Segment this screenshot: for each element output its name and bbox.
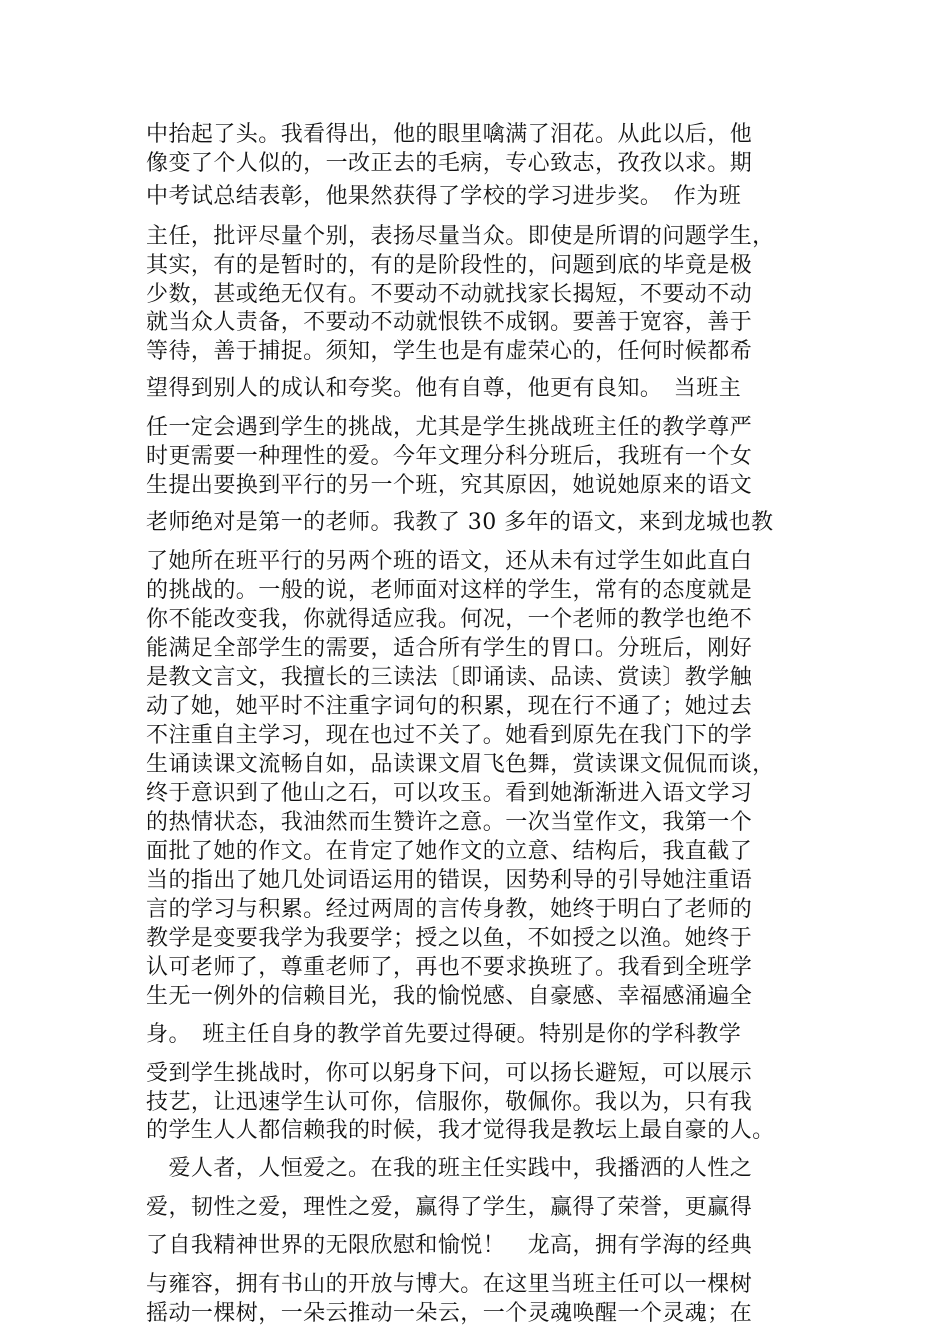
- text-line: 面批了她的作文。在肯定了她作文的立意、结构后，我直截了: [146, 839, 753, 864]
- text-line: 能满足全部学生的需要，适合所有学生的胃口。分班后，刚好: [146, 636, 753, 661]
- text-line: 中抬起了头。我看得出，他的眼里噙满了泪花。从此以后，他: [146, 122, 753, 147]
- text-line: 老师绝对是第一的老师。我教了 30 多年的语文，来到龙城也教: [146, 510, 774, 535]
- text-line: 了自我精神世界的无限欣慰和愉悦！ 龙高，拥有学海的经典: [146, 1233, 753, 1258]
- text-line: 望得到别人的成认和夸奖。他有自尊，他更有良知。 当班主: [146, 376, 742, 401]
- text-line: 的挑战的。一般的说，老师面对这样的学生，常有的态度就是: [146, 578, 753, 603]
- text-line: 了她所在班平行的另两个班的语文，还从未有过学生如此直白: [146, 549, 753, 574]
- text-line: 受到学生挑战时，你可以躬身下问，可以扬长避短，可以展示: [146, 1061, 753, 1086]
- text-line: 爱人者，人恒爱之。在我的班主任实践中，我播洒的人性之: [146, 1156, 753, 1181]
- text-line: 教学是变要我学为我要学；授之以鱼，不如授之以渔。她终于: [146, 926, 753, 951]
- text-line: 主任，批评尽量个别，表扬尽量当众。即使是所谓的问题学生，: [146, 224, 775, 249]
- text-line: 中考试总结表彰，他果然获得了学校的学习进步奖。 作为班: [146, 184, 742, 209]
- text-line: 不注重自主学习，现在也过不关了。她看到原先在我门下的学: [146, 723, 753, 748]
- text-line: 生无一例外的信赖目光，我的愉悦感、自豪感、幸福感涌遍全: [146, 984, 753, 1009]
- text-line: 言的学习与积累。经过两周的言传身教，她终于明白了老师的: [146, 897, 753, 922]
- text-line: 你不能改变我，你就得适应我。何况，一个老师的教学也绝不: [146, 607, 753, 632]
- text-line: 像变了个人似的，一改正去的毛病，专心致志，孜孜以求。期: [146, 151, 753, 176]
- text-line: 技艺，让迅速学生认可你，信服你，敬佩你。我以为，只有我: [146, 1090, 753, 1115]
- text-line: 摇动一棵树，一朵云推动一朵云，一个灵魂唤醒一个灵魂；在: [146, 1301, 753, 1326]
- text-line: 等待，善于捕捉。须知，学生也是有虚荣心的，任何时候都希: [146, 339, 753, 364]
- text-line: 其实，有的是暂时的，有的是阶段性的，问题到底的毕竟是极: [146, 253, 753, 278]
- text-line: 当的指出了她几处词语运用的错误，因势利导的引导她注重语: [146, 868, 753, 893]
- text-line: 生提出要换到平行的另一个班，究其原因，她说她原来的语文: [146, 473, 753, 498]
- text-line: 时更需要一种理性的爱。今年文理分科分班后，我班有一个女: [146, 444, 753, 469]
- text-line: 是教文言文，我擅长的三读法〔即诵读、品读、赏读〕教学触: [146, 665, 753, 690]
- text-line: 爱，韧性之爱，理性之爱，赢得了学生，赢得了荣誉，更赢得: [146, 1195, 753, 1220]
- text-line: 就当众人责备，不要动不动就恨铁不成钢。要善于宽容，善于: [146, 310, 753, 335]
- text-line: 任一定会遇到学生的挑战，尤其是学生挑战班主任的教学尊严: [146, 415, 753, 440]
- text-line: 少数，甚或绝无仅有。不要动不动就找家长揭短，不要动不动: [146, 282, 753, 307]
- text-line: 与雍容，拥有书山的开放与博大。在这里当班主任可以一棵树: [146, 1272, 753, 1297]
- text-line: 生诵读课文流畅自如，品读课文眉飞色舞，赏读课文侃侃而谈，: [146, 752, 775, 777]
- text-line: 的学生人人都信赖我的时候，我才觉得我是教坛上最自豪的人。: [146, 1118, 775, 1143]
- text-line: 终于意识到了他山之石，可以攻玉。看到她渐渐进入语文学习: [146, 781, 753, 806]
- text-line: 认可老师了，尊重老师了，再也不要求换班了。我看到全班学: [146, 955, 753, 980]
- text-line: 的热情状态，我油然而生赞许之意。一次当堂作文，我第一个: [146, 810, 753, 835]
- text-line: 身。 班主任自身的教学首先要过得硬。特别是你的学科教学: [146, 1022, 742, 1047]
- text-line: 动了她，她平时不注重字词句的积累，现在行不通了；她过去: [146, 694, 753, 719]
